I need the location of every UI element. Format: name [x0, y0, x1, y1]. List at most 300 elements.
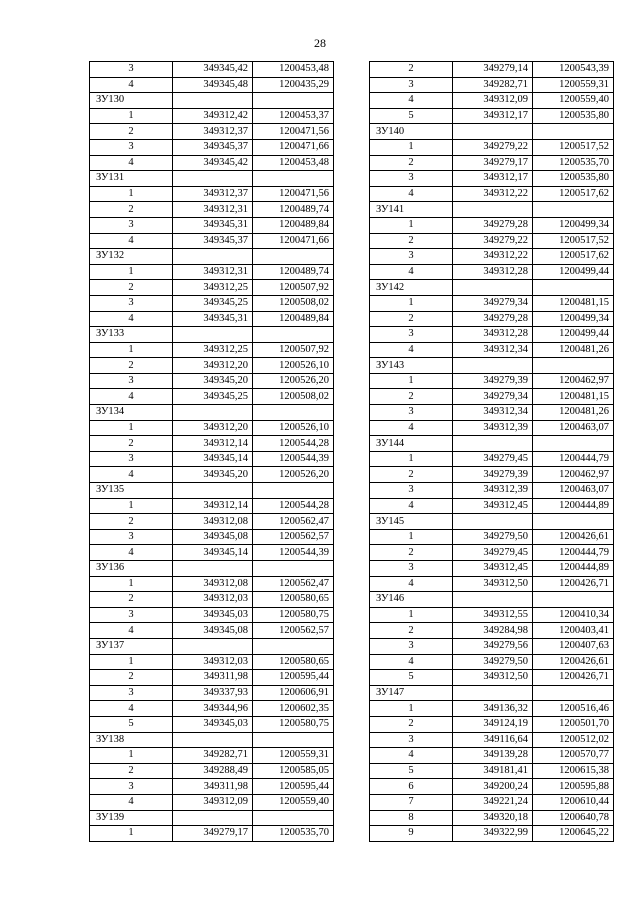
y-coordinate-cell: 1200517,62	[533, 186, 614, 202]
coordinate-row	[90, 670, 334, 686]
point-number-cell: 9	[370, 826, 453, 842]
point-number-cell: 3	[90, 295, 173, 311]
point-number-cell: 2	[370, 623, 453, 639]
x-coordinate-cell: 349312,03	[173, 654, 253, 670]
x-coordinate-cell: 349345,31	[173, 311, 253, 327]
point-number-cell: 5	[370, 763, 453, 779]
y-coordinate-cell: 1200562,47	[253, 514, 334, 530]
coordinate-row	[90, 716, 334, 732]
point-number-cell: 2	[370, 155, 453, 171]
point-number-cell: 3	[90, 373, 173, 389]
x-coordinate-cell: 349345,37	[173, 139, 253, 155]
point-number-cell: 1	[370, 217, 453, 233]
y-coordinate-cell: 1200426,71	[533, 576, 614, 592]
x-coordinate-cell: 349345,20	[173, 373, 253, 389]
point-number-cell: 5	[90, 716, 173, 732]
coordinate-row	[370, 327, 614, 343]
point-number-cell: 1	[90, 576, 173, 592]
coordinate-row	[370, 264, 614, 280]
parcel-header-row	[370, 124, 614, 140]
y-coordinate-cell: 1200580,75	[253, 607, 334, 623]
point-number-cell: 2	[370, 311, 453, 327]
x-coordinate-cell: 349279,50	[453, 654, 533, 670]
coordinate-row	[90, 264, 334, 280]
x-coordinate-cell: 349288,49	[173, 763, 253, 779]
coordinates-table-left	[89, 61, 334, 842]
y-coordinate-cell: 1200403,41	[533, 623, 614, 639]
x-coordinate-cell: 349345,20	[173, 467, 253, 483]
x-coordinate-cell: 349312,28	[453, 327, 533, 343]
parcel-id-cell: ЗУ138	[90, 732, 173, 748]
coordinate-row	[370, 233, 614, 249]
coordinate-row	[90, 623, 334, 639]
coordinate-row	[370, 826, 614, 842]
y-coordinate-cell	[533, 202, 614, 218]
y-coordinate-cell: 1200435,29	[253, 77, 334, 93]
point-number-cell: 3	[370, 171, 453, 187]
parcel-header-row	[90, 405, 334, 421]
y-coordinate-cell	[253, 327, 334, 343]
coordinate-row	[370, 748, 614, 764]
point-number-cell: 1	[90, 186, 173, 202]
y-coordinate-cell: 1200489,74	[253, 264, 334, 280]
y-coordinate-cell	[533, 592, 614, 608]
coordinate-row	[370, 139, 614, 155]
y-coordinate-cell	[253, 483, 334, 499]
x-coordinate-cell: 349279,22	[453, 139, 533, 155]
x-coordinate-cell	[173, 638, 253, 654]
coordinate-row	[370, 171, 614, 187]
y-coordinate-cell: 1200481,26	[533, 405, 614, 421]
point-number-cell: 4	[370, 342, 453, 358]
x-coordinate-cell: 349312,09	[453, 93, 533, 109]
x-coordinate-cell: 349312,25	[173, 280, 253, 296]
x-coordinate-cell: 349136,32	[453, 701, 533, 717]
y-coordinate-cell: 1200559,31	[533, 77, 614, 93]
parcel-header-row	[370, 514, 614, 530]
coordinate-row	[370, 701, 614, 717]
y-coordinate-cell: 1200508,02	[253, 389, 334, 405]
coordinate-row	[90, 311, 334, 327]
x-coordinate-cell	[453, 514, 533, 530]
point-number-cell: 4	[90, 311, 173, 327]
parcel-header-row	[90, 327, 334, 343]
point-number-cell: 3	[90, 217, 173, 233]
y-coordinate-cell	[533, 280, 614, 296]
y-coordinate-cell: 1200544,39	[253, 451, 334, 467]
x-coordinate-cell	[173, 93, 253, 109]
coordinate-row	[90, 155, 334, 171]
point-number-cell: 7	[370, 794, 453, 810]
coordinate-row	[370, 670, 614, 686]
point-number-cell: 1	[370, 139, 453, 155]
parcel-header-row	[370, 280, 614, 296]
point-number-cell: 2	[90, 436, 173, 452]
y-coordinate-cell: 1200489,84	[253, 217, 334, 233]
y-coordinate-cell: 1200606,91	[253, 685, 334, 701]
coordinate-row	[90, 654, 334, 670]
x-coordinate-cell: 349345,31	[173, 217, 253, 233]
point-number-cell: 1	[90, 108, 173, 124]
y-coordinate-cell: 1200535,70	[253, 826, 334, 842]
parcel-id-cell: ЗУ141	[370, 202, 453, 218]
point-number-cell: 2	[90, 358, 173, 374]
point-number-cell: 1	[370, 529, 453, 545]
x-coordinate-cell: 349322,99	[453, 826, 533, 842]
coordinate-row	[370, 389, 614, 405]
x-coordinate-cell: 349279,45	[453, 545, 533, 561]
y-coordinate-cell: 1200595,88	[533, 779, 614, 795]
parcel-id-cell: ЗУ147	[370, 685, 453, 701]
y-coordinate-cell: 1200499,44	[533, 264, 614, 280]
x-coordinate-cell	[173, 327, 253, 343]
x-coordinate-cell: 349284,98	[453, 623, 533, 639]
point-number-cell: 4	[90, 233, 173, 249]
y-coordinate-cell: 1200526,10	[253, 420, 334, 436]
y-coordinate-cell: 1200471,66	[253, 139, 334, 155]
parcel-header-row	[90, 561, 334, 577]
y-coordinate-cell: 1200559,40	[253, 794, 334, 810]
x-coordinate-cell	[453, 358, 533, 374]
point-number-cell: 4	[90, 155, 173, 171]
x-coordinate-cell: 349279,22	[453, 233, 533, 249]
y-coordinate-cell: 1200444,79	[533, 545, 614, 561]
y-coordinate-cell: 1200508,02	[253, 295, 334, 311]
y-coordinate-cell: 1200615,38	[533, 763, 614, 779]
y-coordinate-cell: 1200559,40	[533, 93, 614, 109]
point-number-cell: 4	[370, 576, 453, 592]
y-coordinate-cell: 1200426,61	[533, 654, 614, 670]
page-number: 28	[314, 36, 326, 50]
y-coordinate-cell: 1200507,92	[253, 280, 334, 296]
point-number-cell: 4	[370, 186, 453, 202]
coordinate-row	[90, 748, 334, 764]
coordinate-row	[90, 202, 334, 218]
point-number-cell: 3	[370, 327, 453, 343]
parcel-header-row	[370, 685, 614, 701]
y-coordinate-cell: 1200595,44	[253, 670, 334, 686]
y-coordinate-cell: 1200526,10	[253, 358, 334, 374]
point-number-cell: 5	[370, 670, 453, 686]
coordinate-row	[90, 233, 334, 249]
point-number-cell: 8	[370, 810, 453, 826]
coordinate-row	[370, 732, 614, 748]
y-coordinate-cell: 1200640,78	[533, 810, 614, 826]
y-coordinate-cell: 1200407,63	[533, 638, 614, 654]
point-number-cell: 3	[370, 249, 453, 265]
point-number-cell: 4	[90, 623, 173, 639]
parcel-header-row	[90, 638, 334, 654]
x-coordinate-cell: 349282,71	[453, 77, 533, 93]
y-coordinate-cell: 1200512,02	[533, 732, 614, 748]
x-coordinate-cell: 349345,14	[173, 451, 253, 467]
x-coordinate-cell: 349312,50	[453, 670, 533, 686]
y-coordinate-cell: 1200453,37	[253, 108, 334, 124]
x-coordinate-cell: 349312,28	[453, 264, 533, 280]
y-coordinate-cell: 1200444,89	[533, 561, 614, 577]
coordinate-row	[90, 701, 334, 717]
x-coordinate-cell: 349345,25	[173, 295, 253, 311]
coordinate-row	[370, 498, 614, 514]
coordinate-row	[90, 62, 334, 78]
parcel-id-cell: ЗУ139	[90, 810, 173, 826]
point-number-cell: 3	[370, 561, 453, 577]
x-coordinate-cell	[453, 202, 533, 218]
point-number-cell: 3	[90, 139, 173, 155]
x-coordinate-cell: 349311,98	[173, 670, 253, 686]
coordinate-row	[370, 77, 614, 93]
x-coordinate-cell	[453, 592, 533, 608]
parcel-id-cell: ЗУ136	[90, 561, 173, 577]
coordinate-row	[370, 311, 614, 327]
point-number-cell: 2	[370, 467, 453, 483]
y-coordinate-cell: 1200481,15	[533, 389, 614, 405]
y-coordinate-cell: 1200585,05	[253, 763, 334, 779]
y-coordinate-cell: 1200463,07	[533, 420, 614, 436]
x-coordinate-cell: 349345,08	[173, 529, 253, 545]
coordinate-row	[370, 654, 614, 670]
x-coordinate-cell: 349345,42	[173, 155, 253, 171]
parcel-id-cell: ЗУ134	[90, 405, 173, 421]
parcel-header-row	[370, 202, 614, 218]
y-coordinate-cell: 1200562,57	[253, 529, 334, 545]
point-number-cell: 5	[370, 108, 453, 124]
y-coordinate-cell	[533, 124, 614, 140]
y-coordinate-cell: 1200463,07	[533, 483, 614, 499]
x-coordinate-cell: 349312,31	[173, 202, 253, 218]
coordinate-row	[90, 295, 334, 311]
x-coordinate-cell	[453, 436, 533, 452]
parcel-header-row	[90, 810, 334, 826]
y-coordinate-cell: 1200535,80	[533, 108, 614, 124]
point-number-cell: 3	[370, 77, 453, 93]
y-coordinate-cell: 1200580,65	[253, 654, 334, 670]
point-number-cell: 4	[90, 545, 173, 561]
x-coordinate-cell: 349181,41	[453, 763, 533, 779]
coordinate-row	[370, 576, 614, 592]
y-coordinate-cell: 1200471,56	[253, 186, 334, 202]
parcel-id-cell: ЗУ143	[370, 358, 453, 374]
y-coordinate-cell: 1200526,20	[253, 467, 334, 483]
x-coordinate-cell: 349345,42	[173, 62, 253, 78]
y-coordinate-cell: 1200517,62	[533, 249, 614, 265]
point-number-cell: 2	[90, 763, 173, 779]
y-coordinate-cell	[533, 685, 614, 701]
parcel-header-row	[90, 93, 334, 109]
y-coordinate-cell: 1200543,39	[533, 62, 614, 78]
parcel-id-cell: ЗУ135	[90, 483, 173, 499]
coordinate-row	[370, 623, 614, 639]
y-coordinate-cell: 1200453,48	[253, 155, 334, 171]
x-coordinate-cell: 349312,39	[453, 483, 533, 499]
x-coordinate-cell: 349312,45	[453, 498, 533, 514]
coordinate-row	[370, 249, 614, 265]
coordinate-row	[370, 779, 614, 795]
y-coordinate-cell: 1200535,70	[533, 155, 614, 171]
point-number-cell: 1	[90, 826, 173, 842]
coordinate-row	[90, 794, 334, 810]
y-coordinate-cell: 1200410,34	[533, 607, 614, 623]
y-coordinate-cell	[253, 561, 334, 577]
y-coordinate-cell: 1200462,97	[533, 373, 614, 389]
x-coordinate-cell: 349312,31	[173, 264, 253, 280]
y-coordinate-cell	[533, 436, 614, 452]
parcel-header-row	[370, 358, 614, 374]
parcel-header-row	[90, 171, 334, 187]
y-coordinate-cell: 1200516,46	[533, 701, 614, 717]
parcel-id-cell: ЗУ131	[90, 171, 173, 187]
x-coordinate-cell: 349345,48	[173, 77, 253, 93]
point-number-cell: 1	[90, 748, 173, 764]
x-coordinate-cell	[173, 561, 253, 577]
point-number-cell: 4	[370, 654, 453, 670]
parcel-id-cell: ЗУ144	[370, 436, 453, 452]
x-coordinate-cell: 349279,34	[453, 389, 533, 405]
point-number-cell: 1	[90, 420, 173, 436]
point-number-cell: 3	[90, 62, 173, 78]
point-number-cell: 3	[90, 779, 173, 795]
y-coordinate-cell: 1200595,44	[253, 779, 334, 795]
y-coordinate-cell	[533, 358, 614, 374]
y-coordinate-cell: 1200489,84	[253, 311, 334, 327]
x-coordinate-cell: 349312,17	[453, 108, 533, 124]
parcel-id-cell: ЗУ130	[90, 93, 173, 109]
x-coordinate-cell: 349312,22	[453, 249, 533, 265]
y-coordinate-cell: 1200481,15	[533, 295, 614, 311]
y-coordinate-cell: 1200602,35	[253, 701, 334, 717]
x-coordinate-cell: 349312,37	[173, 186, 253, 202]
coordinate-row	[370, 373, 614, 389]
point-number-cell: 4	[370, 748, 453, 764]
coordinate-row	[90, 342, 334, 358]
coordinate-row	[370, 342, 614, 358]
x-coordinate-cell: 349312,14	[173, 436, 253, 452]
x-coordinate-cell: 349312,45	[453, 561, 533, 577]
y-coordinate-cell: 1200426,61	[533, 529, 614, 545]
x-coordinate-cell: 349279,28	[453, 217, 533, 233]
point-number-cell: 6	[370, 779, 453, 795]
y-coordinate-cell	[253, 171, 334, 187]
y-coordinate-cell: 1200610,44	[533, 794, 614, 810]
point-number-cell: 1	[370, 607, 453, 623]
y-coordinate-cell: 1200517,52	[533, 139, 614, 155]
y-coordinate-cell: 1200580,65	[253, 592, 334, 608]
coordinate-row	[90, 436, 334, 452]
point-number-cell: 3	[370, 483, 453, 499]
x-coordinate-cell: 349279,45	[453, 451, 533, 467]
y-coordinate-cell	[253, 638, 334, 654]
coordinate-row	[90, 763, 334, 779]
coordinate-row	[370, 155, 614, 171]
x-coordinate-cell: 349312,08	[173, 514, 253, 530]
x-coordinate-cell: 349282,71	[173, 748, 253, 764]
point-number-cell: 1	[90, 342, 173, 358]
point-number-cell: 1	[90, 264, 173, 280]
coordinate-row	[370, 529, 614, 545]
x-coordinate-cell: 349312,39	[453, 420, 533, 436]
y-coordinate-cell: 1200499,44	[533, 327, 614, 343]
y-coordinate-cell: 1200570,77	[533, 748, 614, 764]
x-coordinate-cell: 349312,50	[453, 576, 533, 592]
point-number-cell: 2	[370, 545, 453, 561]
y-coordinate-cell: 1200489,74	[253, 202, 334, 218]
parcel-header-row	[90, 483, 334, 499]
y-coordinate-cell: 1200453,48	[253, 62, 334, 78]
x-coordinate-cell: 349312,03	[173, 592, 253, 608]
coordinate-row	[370, 810, 614, 826]
point-number-cell: 4	[370, 498, 453, 514]
coordinate-row	[90, 108, 334, 124]
y-coordinate-cell: 1200526,20	[253, 373, 334, 389]
x-coordinate-cell: 349312,55	[453, 607, 533, 623]
y-coordinate-cell: 1200544,28	[253, 436, 334, 452]
point-number-cell: 2	[90, 592, 173, 608]
coordinate-row	[370, 108, 614, 124]
coordinate-row	[370, 545, 614, 561]
coordinate-row	[90, 217, 334, 233]
coordinate-row	[370, 638, 614, 654]
y-coordinate-cell: 1200471,66	[253, 233, 334, 249]
y-coordinate-cell: 1200562,57	[253, 623, 334, 639]
coordinate-row	[90, 779, 334, 795]
coordinate-row	[90, 607, 334, 623]
y-coordinate-cell: 1200517,52	[533, 233, 614, 249]
point-number-cell: 3	[90, 607, 173, 623]
parcel-id-cell: ЗУ137	[90, 638, 173, 654]
coordinate-row	[90, 467, 334, 483]
coordinate-row	[370, 93, 614, 109]
coordinate-row	[90, 451, 334, 467]
parcel-id-cell: ЗУ146	[370, 592, 453, 608]
x-coordinate-cell: 349312,34	[453, 405, 533, 421]
coordinate-row	[90, 77, 334, 93]
y-coordinate-cell: 1200544,28	[253, 498, 334, 514]
point-number-cell: 2	[370, 389, 453, 405]
coordinate-row	[90, 576, 334, 592]
y-coordinate-cell: 1200562,47	[253, 576, 334, 592]
x-coordinate-cell: 349279,17	[173, 826, 253, 842]
x-coordinate-cell: 349320,18	[453, 810, 533, 826]
y-coordinate-cell: 1200499,34	[533, 311, 614, 327]
x-coordinate-cell: 349312,09	[173, 794, 253, 810]
y-coordinate-cell: 1200444,79	[533, 451, 614, 467]
parcel-id-cell: ЗУ133	[90, 327, 173, 343]
coordinate-row	[370, 716, 614, 732]
coordinate-row	[370, 405, 614, 421]
y-coordinate-cell	[253, 405, 334, 421]
x-coordinate-cell: 349345,08	[173, 623, 253, 639]
coordinate-row	[370, 217, 614, 233]
point-number-cell: 2	[90, 514, 173, 530]
x-coordinate-cell: 349312,34	[453, 342, 533, 358]
y-coordinate-cell	[533, 514, 614, 530]
x-coordinate-cell	[173, 810, 253, 826]
y-coordinate-cell	[253, 732, 334, 748]
coordinate-row	[370, 186, 614, 202]
x-coordinate-cell: 349279,56	[453, 638, 533, 654]
parcel-id-cell: ЗУ132	[90, 249, 173, 265]
x-coordinate-cell: 349312,37	[173, 124, 253, 140]
x-coordinate-cell: 349116,64	[453, 732, 533, 748]
point-number-cell: 2	[370, 62, 453, 78]
coordinates-table-right	[369, 61, 614, 842]
y-coordinate-cell: 1200507,92	[253, 342, 334, 358]
y-coordinate-cell: 1200501,70	[533, 716, 614, 732]
x-coordinate-cell: 349200,24	[453, 779, 533, 795]
x-coordinate-cell: 349312,17	[453, 171, 533, 187]
y-coordinate-cell: 1200462,97	[533, 467, 614, 483]
x-coordinate-cell	[453, 685, 533, 701]
